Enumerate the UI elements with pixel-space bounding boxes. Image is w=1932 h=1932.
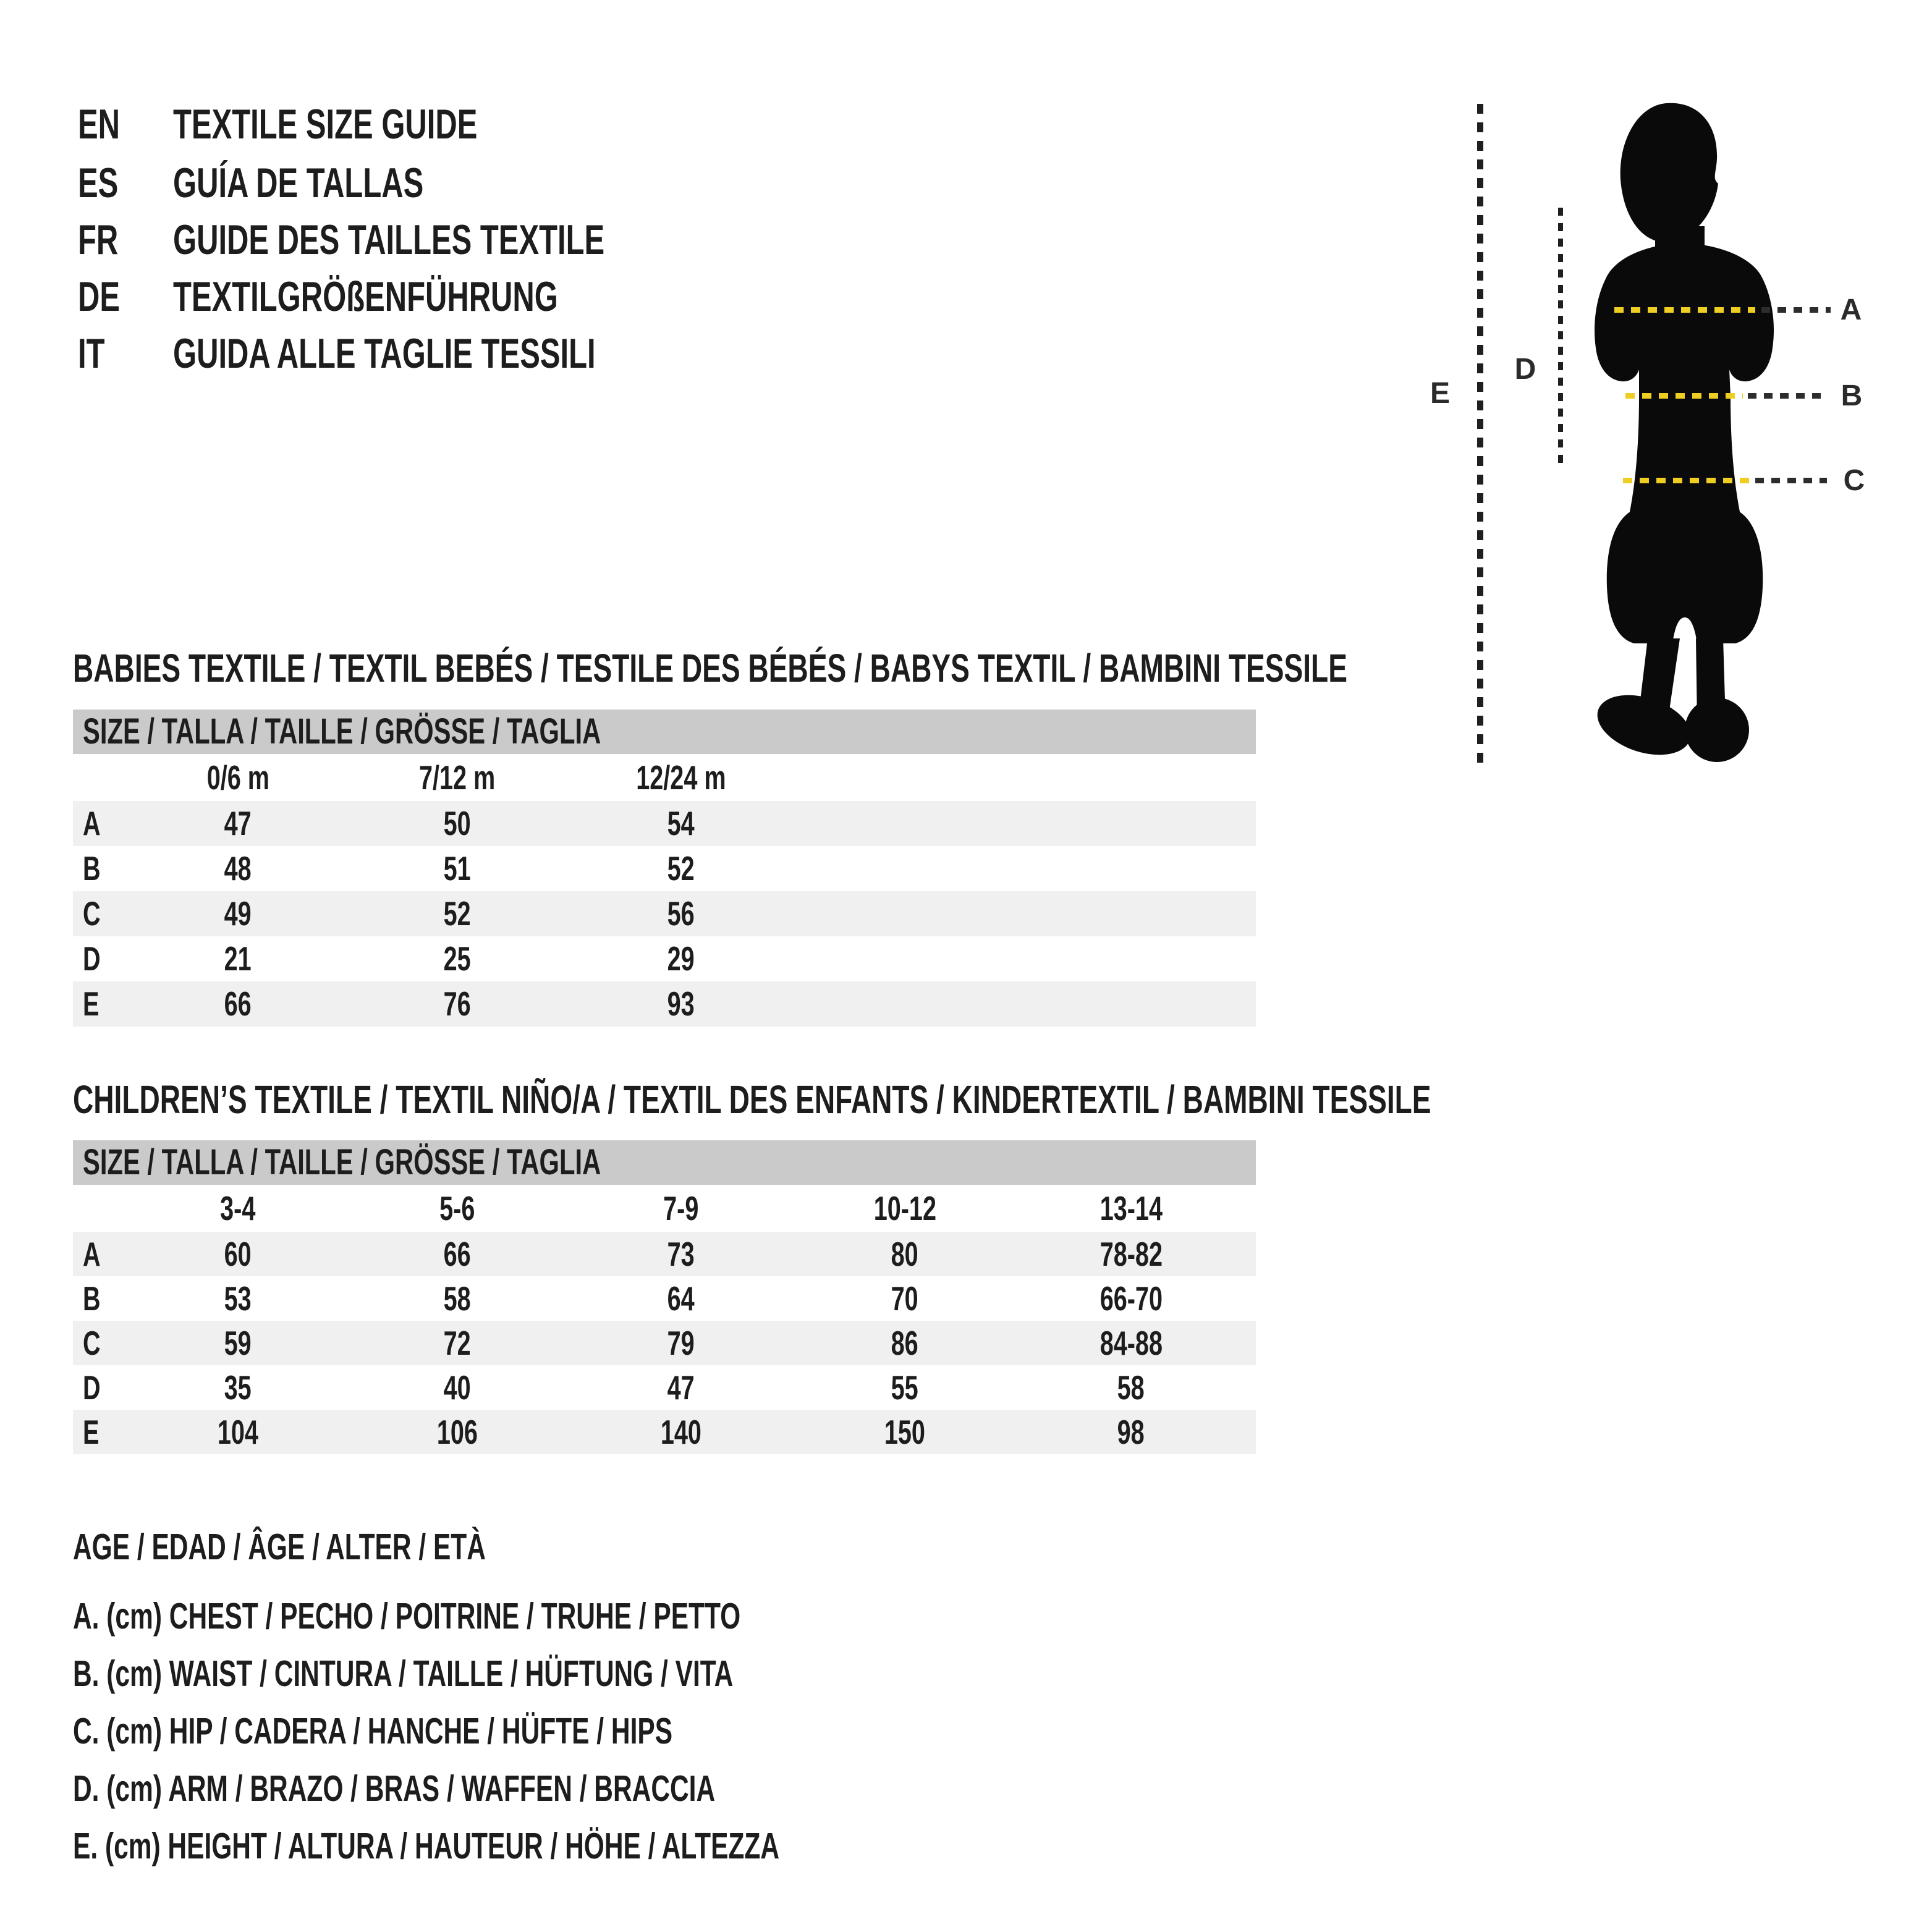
- size-value: 56: [667, 894, 695, 933]
- size-value: 70: [891, 1279, 919, 1318]
- legend-text: B. (cm) WAIST / CINTURA / TAILLE / HÜFTUNG / VITA: [73, 1653, 734, 1694]
- row-label: E: [83, 985, 100, 1023]
- measure-label-c: C: [1843, 464, 1865, 497]
- language-code: FR: [78, 216, 119, 263]
- arm-measure-line-d: [1558, 208, 1563, 470]
- language-code: ES: [78, 159, 119, 206]
- language-code: EN: [78, 101, 121, 148]
- size-value: 66: [224, 985, 252, 1023]
- children-column-header: 7-9: [663, 1189, 699, 1227]
- size-value: 50: [443, 804, 472, 842]
- size-value: 93: [667, 985, 695, 1023]
- children-table-row-d: [73, 1365, 1256, 1410]
- size-value: 86: [891, 1324, 919, 1362]
- babies-column-header: 7/12 m: [419, 758, 496, 797]
- children-column-header: 13-14: [1099, 1189, 1163, 1227]
- waist-measure-line-b-dark: [1748, 393, 1824, 399]
- legend-line-waist: [73, 1654, 990, 1693]
- size-value: 106: [436, 1413, 478, 1451]
- measure-label-b: B: [1841, 379, 1863, 412]
- size-value: 76: [443, 985, 472, 1023]
- size-value: 52: [667, 849, 695, 888]
- babies-table-row-e: [73, 981, 1256, 1027]
- size-value: 60: [224, 1235, 252, 1273]
- children-column-header: 3-4: [220, 1189, 256, 1227]
- silhouette-shirt: [1595, 243, 1774, 526]
- row-label: D: [83, 939, 101, 978]
- size-value: 98: [1117, 1413, 1145, 1451]
- size-value: 84-88: [1099, 1324, 1163, 1362]
- row-label: C: [83, 1324, 101, 1362]
- babies-section-heading: [73, 648, 1843, 688]
- babies-column-header: 12/24 m: [636, 758, 726, 797]
- size-value: 25: [443, 939, 472, 978]
- babies-column-header-row: [73, 754, 1256, 801]
- measure-label-a: A: [1840, 294, 1862, 326]
- measure-label-d: D: [1514, 353, 1536, 386]
- size-value: 58: [443, 1279, 472, 1318]
- size-value: 51: [443, 849, 472, 888]
- size-value: 29: [667, 939, 695, 978]
- babies-size-bar: [73, 710, 1256, 754]
- children-size-bar-label: SIZE / TALLA / TAILLE / GRÖSSE / TAGLIA: [83, 1142, 601, 1182]
- size-value: 104: [217, 1413, 259, 1451]
- size-value: 58: [1117, 1368, 1145, 1407]
- size-value: 66: [443, 1235, 472, 1273]
- row-label: D: [83, 1368, 101, 1407]
- legend-line-chest: [73, 1597, 1000, 1635]
- size-value: 59: [224, 1324, 252, 1362]
- babies-table-row-d: [73, 936, 1256, 981]
- language-title: GUIDE DES TAILLES TEXTILE: [173, 216, 605, 263]
- size-value: 35: [224, 1368, 252, 1407]
- language-title: TEXTILGRÖßENFÜHRUNG: [173, 273, 558, 320]
- legend-text: AGE / EDAD / ÂGE / ALTER / ETÀ: [73, 1527, 486, 1567]
- row-label: C: [83, 894, 101, 933]
- babies-size-bar-label: SIZE / TALLA / TAILLE / GRÖSSE / TAGLIA: [83, 711, 601, 752]
- silhouette-shorts: [1607, 512, 1763, 643]
- children-section-heading: [73, 1079, 1932, 1120]
- language-title: GUÍA DE TALLAS: [173, 159, 424, 206]
- measure-label-e: E: [1430, 377, 1450, 410]
- row-label: B: [83, 1279, 101, 1318]
- chest-measure-line-a-dark: [1761, 307, 1831, 313]
- waist-measure-line-b-yellow: [1625, 393, 1743, 399]
- children-table-row-e: [73, 1410, 1256, 1454]
- size-value: 72: [443, 1324, 472, 1362]
- children-table-row-c: [73, 1321, 1256, 1365]
- size-value: 52: [443, 894, 472, 933]
- children-heading-text: CHILDREN’S TEXTILE / TEXTIL NIÑO/A / TEXTIL DES ENFANTS / KINDERTEXTIL / BAMBINI TESSILE: [73, 1077, 1431, 1122]
- children-size-bar: [73, 1140, 1256, 1185]
- size-value: 80: [891, 1235, 919, 1273]
- hip-measure-line-c-dark: [1755, 478, 1827, 483]
- size-value: 140: [660, 1413, 702, 1451]
- row-label: A: [83, 804, 101, 842]
- children-column-header-row: [73, 1185, 1256, 1232]
- size-value: 64: [667, 1279, 695, 1318]
- language-code: IT: [78, 330, 105, 377]
- children-table-row-b: [73, 1276, 1256, 1321]
- legend-text: A. (cm) CHEST / PECHO / POITRINE / TRUHE / PETTO: [73, 1596, 741, 1637]
- babies-heading-text: BABIES TEXTILE / TEXTIL BEBÉS / TESTILE DES BÉBÉS / BABYS TEXTIL / BAMBINI TESSILE: [73, 646, 1347, 690]
- language-title: GUIDA ALLE TAGLIE TESSILI: [173, 330, 596, 377]
- size-value: 21: [224, 939, 252, 978]
- size-value: 40: [443, 1368, 472, 1407]
- children-column-header: 10-12: [873, 1189, 936, 1227]
- chest-measure-line-a-yellow: [1614, 307, 1755, 313]
- legend-line-height: [73, 1827, 1054, 1865]
- size-value: 53: [224, 1279, 252, 1318]
- size-value: 49: [224, 894, 252, 933]
- size-value: 66-70: [1099, 1279, 1163, 1318]
- size-value: 47: [667, 1368, 695, 1407]
- children-column-header: 5-6: [439, 1189, 475, 1227]
- babies-table-row-c: [73, 891, 1256, 936]
- legend-line-hip: [73, 1712, 905, 1750]
- legend-line-arm: [73, 1769, 965, 1808]
- babies-column-header: 0/6 m: [206, 758, 269, 797]
- language-code: DE: [78, 273, 121, 320]
- size-value: 54: [667, 804, 695, 842]
- legend-text: C. (cm) HIP / CADERA / HANCHE / HÜFTE / HIPS: [73, 1711, 673, 1752]
- silhouette-head: [1621, 103, 1718, 242]
- hip-measure-line-c-yellow: [1623, 478, 1750, 483]
- children-table-row-a: [73, 1232, 1256, 1276]
- legend-text: E. (cm) HEIGHT / ALTURA / HAUTEUR / HÖHE / ALTEZZA: [73, 1826, 779, 1866]
- size-value: 47: [224, 804, 252, 842]
- row-label: A: [83, 1235, 101, 1273]
- size-value: 150: [884, 1413, 926, 1451]
- babies-table-row-a: [73, 801, 1256, 846]
- size-value: 48: [224, 849, 252, 888]
- babies-table-row-b: [73, 846, 1256, 891]
- row-label: B: [83, 849, 101, 888]
- size-value: 79: [667, 1324, 695, 1362]
- size-value: 55: [891, 1368, 919, 1407]
- size-value: 78-82: [1099, 1235, 1163, 1273]
- legend-text: D. (cm) ARM / BRAZO / BRAS / WAFFEN / BRACCIA: [73, 1768, 716, 1809]
- legend-line-age: [73, 1528, 646, 1566]
- language-title: TEXTILE SIZE GUIDE: [173, 101, 478, 148]
- silhouette-right-shoe: [1685, 698, 1749, 762]
- row-label: E: [83, 1413, 100, 1451]
- size-value: 73: [667, 1235, 695, 1273]
